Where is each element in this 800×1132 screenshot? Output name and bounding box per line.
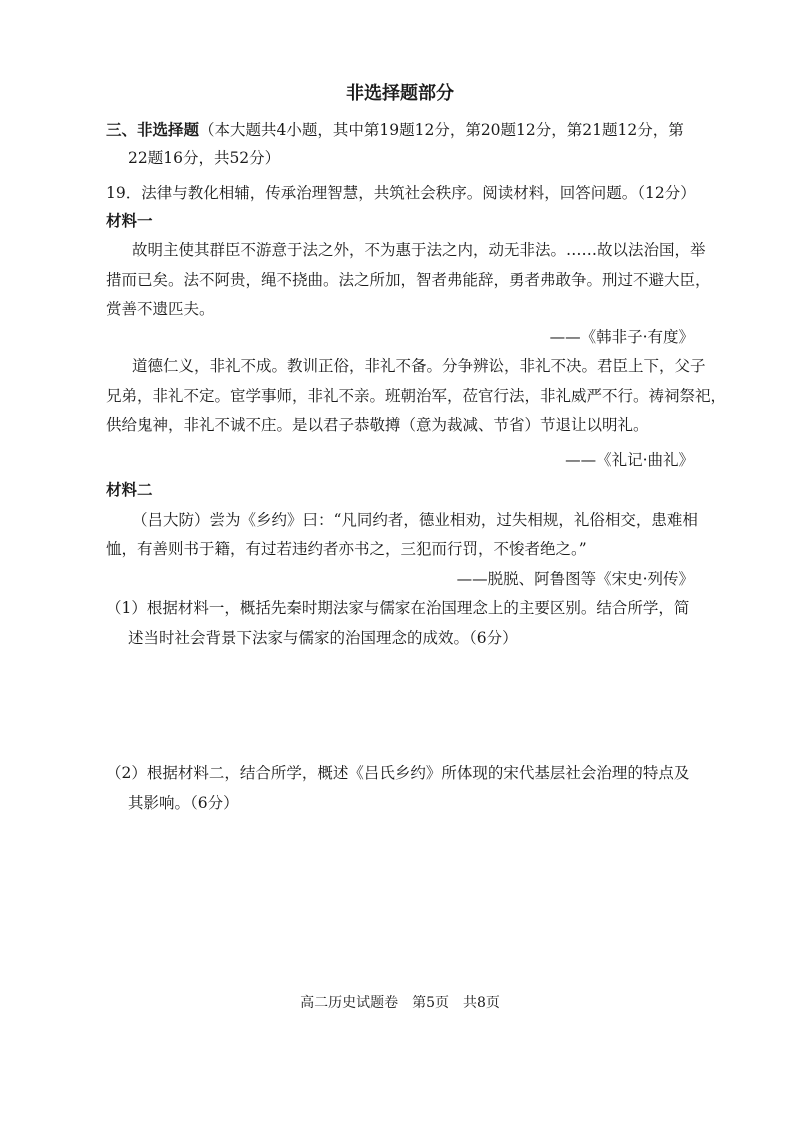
material-2-source: ——脱脱、阿鲁图等《宋史·列传》 (456, 570, 694, 588)
material-1-heading: 材料一 (106, 211, 153, 230)
material-1-text-line: 措而已矣。法不阿贵，绳不挠曲。法之所加，智者弗能辞，勇者弗敢争。刑过不避大臣， (106, 271, 711, 289)
part3-heading (106, 120, 684, 140)
material-2-text-line: （吕大防）尝为《乡约》曰：“凡同约者，德业相劝，过失相规，礼俗相交，患难相 (132, 511, 698, 529)
material-1-source: ——《韩非子·有度》 (549, 328, 694, 346)
question-19-stem: 19．法律与教化相辅，传承治理智慧，共筑社会秩序。阅读材料，回答问题。（12分） (106, 184, 696, 202)
material-1-text-line: 兄弟，非礼不定。宦学事师，非礼不亲。班朝治军，莅官行法，非礼威严不行。祷祠祭祀， (106, 387, 727, 405)
material-2-heading: 材料二 (106, 480, 153, 499)
part3-label: 三、非选择题 (106, 120, 200, 139)
material-1-text-line: 故明主使其群臣不游意于法之外，不为惠于法之内，动无非法。……故以法治国，举 (132, 241, 706, 259)
sub-question-1-line: 述当时社会背景下法家与儒家的治国理念的成效。（6分） (128, 629, 518, 647)
part3-description-cont: 22题16分，共52分） (128, 149, 281, 167)
material-1-source: ——《礼记·曲礼》 (565, 451, 694, 469)
material-1-text-line: 赏善不遗匹夫。 (106, 300, 215, 318)
section-title: 非选择题部分 (346, 83, 454, 104)
material-1-text-line: 供给鬼神，非礼不诚不庄。是以君子恭敬撙（意为裁减、节省）节退让以明礼。 (106, 416, 649, 434)
part3-description: （本大题共4小题，其中第19题12分，第20题12分，第21题12分，第 (199, 121, 684, 139)
sub-question-1-line: （1）根据材料一，概括先秦时期法家与儒家在治国理念上的主要区别。结合所学，简 (106, 599, 690, 617)
sub-question-2-line: （2）根据材料二，结合所学，概述《吕氏乡约》所体现的宋代基层社会治理的特点及 (106, 764, 690, 782)
sub-question-2-line: 其影响。（6分） (128, 794, 239, 812)
material-2-text-line: 恤，有善则书于籍，有过若违约者亦书之，三犯而行罚，不悛者绝之。” (106, 540, 587, 558)
material-1-text-line: 道德仁义，非礼不成。教训正俗，非礼不备。分争辨讼，非礼不决。君臣上下，父子 (132, 357, 706, 375)
page-footer: 高二历史试题卷 第5页 共8页 (300, 995, 500, 1011)
